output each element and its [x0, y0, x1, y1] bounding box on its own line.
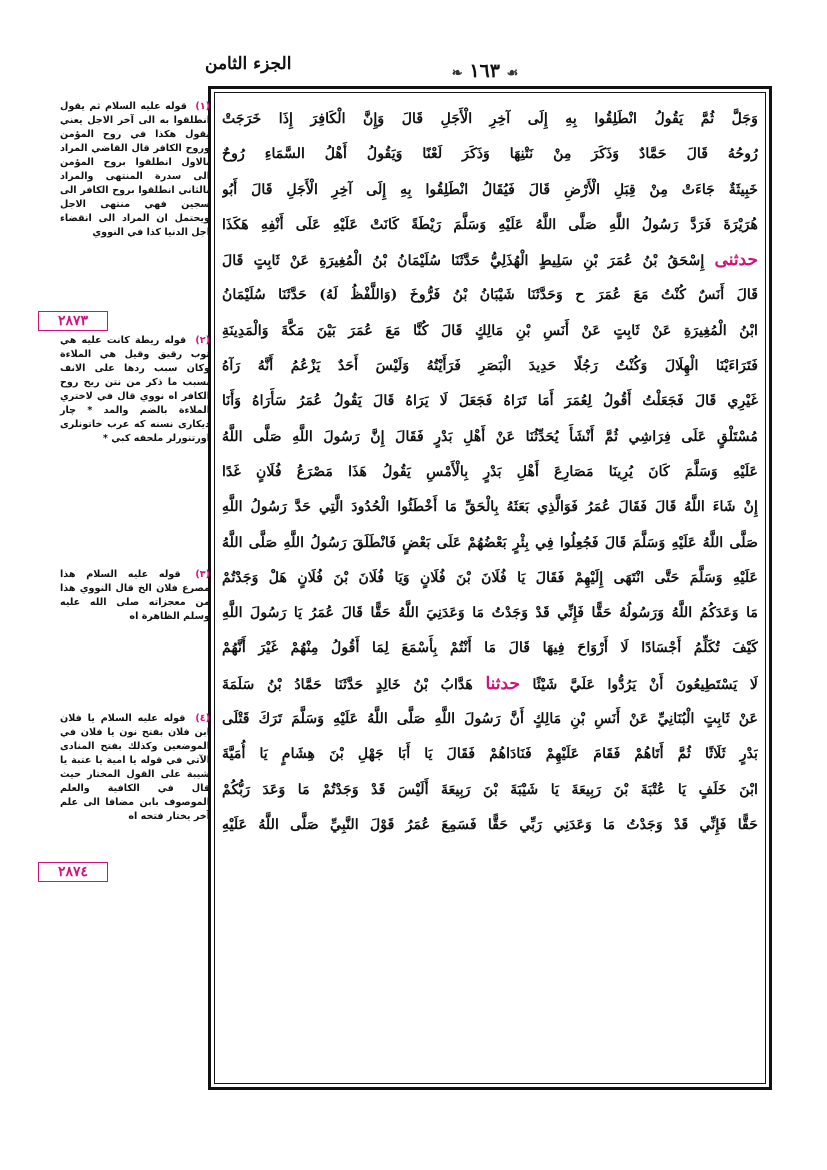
text-line: [222, 384, 758, 419]
text-line: [222, 808, 758, 843]
text-line: [222, 702, 758, 737]
text-line: [222, 420, 758, 455]
text-segment: عَلَيْهِ وَسَلَّمَ حَتَّى انْتَهَى إِلَيْهِمْ فَقَالَ يَا فُلَانَ بْنَ فُلَانٍ وَيَا فُلَانَ بْنَ فُلَانٍ هَلْ وَجَدْتُمْ: [222, 569, 758, 586]
text-segment: خَبِيثَةٌ جَاءَتْ مِنْ قِبَلِ الْأَرْضِ قَالَ فَيُقَالُ انْطَلِقُوا بِهِ إِلَى آخِرِ الْأَجَلِ قَالَ أَبُو: [222, 181, 758, 198]
text-line: [222, 137, 758, 172]
marginal-note: [60, 568, 210, 624]
note-text: قوله ريطة كانت عليه هي ثوب رقيق وقيل هي الملاءة وكان سبب ردها على الانف بسبب ما ذكر من نتن ريح روح الكافر اه نووي قال في لاختري الملاءة بالضم والمد * چار ديكارى نسنه كه عرب خاتونلرى اورتنورلر ملحفه كبي *: [60, 335, 210, 444]
text-line: [222, 278, 758, 313]
text-line: [222, 737, 758, 772]
text-segment: فَتَرَاءَيْنَا الْهِلَالَ وَكُنْتُ رَجُلًا حَدِيدَ الْبَصَرِ فَرَأَيْتُهُ وَلَيْسَ أَحَدٌ يَزْعُمُ أَنَّهُ رَآهُ: [222, 358, 758, 375]
text-line: [222, 596, 758, 631]
page-number: ١٦٣: [469, 60, 500, 82]
text-line: [222, 526, 758, 561]
text-segment: هُرَيْرَةَ فَرَدَّ رَسُولُ اللَّهِ صَلَّى اللَّهُ عَلَيْهِ وَسَلَّمَ رَيْطَةً كَانَتْ عَلَيْهِ عَلَى أَنْفِهِ هَكَذَا: [222, 216, 758, 233]
text-line: [222, 631, 758, 666]
note-text: قوله عليه السلام هذا مصرع فلان الخ قال النووي هذا من معجزاته صلى الله عليه وسلم الظاهرة اه: [60, 569, 210, 622]
narration-keyword: حدثنى: [714, 250, 758, 271]
text-segment: وَجَلَّ ثُمَّ يَقُولُ انْطَلِقُوا بِهِ إِلَى آخِرِ الْأَجَلِ قَالَ وَإِنَّ الْكَافِرَ إِذَا خَرَجَتْ: [222, 111, 758, 127]
main-text: [222, 102, 758, 843]
text-segment: عَلَيْهِ وَسَلَّمَ كَانَ يُرِينَا مَصَارِعَ أَهْلِ بَدْرٍ بِالْأَمْسِ يَقُولُ هَذَا مَصْرَعُ فُلَانٍ غَدًا: [222, 463, 758, 480]
marginal-note: [60, 712, 210, 824]
text-segment: مُسْتَلْقٍ عَلَى فِرَاشِي ثُمَّ أَنْشَأَ يُحَدِّثُنَا عَنْ أَهْلِ بَدْرٍ فَقَالَ إِنَّ رَسُولَ اللَّهِ صَلَّى اللَّهُ: [222, 428, 758, 445]
note-number: (٢): [195, 335, 210, 346]
part-title: الجزء الثامن: [205, 54, 292, 74]
note-number: (١): [195, 101, 210, 112]
marginal-note: [60, 100, 210, 240]
text-segment: كَيْفَ تُكَلِّمُ أَجْسَادًا لَا أَرْوَاحَ فِيهَا قَالَ مَا أَنْتُمْ بِأَسْمَعَ لِمَا أَقُولُ مِنْهُمْ غَيْرَ أَنَّهُمْ: [222, 640, 758, 657]
text-line: [222, 773, 758, 808]
text-line: [222, 208, 758, 243]
page-number-header: [430, 60, 540, 82]
note-text: قوله عليه السلام يا فلان ابن فلان بفتح نون يا فلان في الموضعين وكذلك بفتح المنادى الآتي في قوله يا امية يا عتبة يا شيبة على القول المختار حيث قال في الكافية والعلم الموصوف بابن مضافا الى علم آخر يختار فتحه اه: [60, 713, 210, 822]
text-segment: حَقًّا فَإِنِّي قَدْ وَجَدْتُ مَا وَعَدَنِي رَبِّي حَقًّا فَسَمِعَ عُمَرُ قَوْلَ النَّبِيِّ صَلَّى اللَّهُ عَلَيْهِ: [222, 816, 758, 833]
note-number: (٤): [195, 713, 210, 724]
text-segment: رُوحُهُ قَالَ حَمَّادٌ وَذَكَرَ مِنْ نَتْنِهَا وَذَكَرَ لَعْنًا وَيَقُولُ أَهْلُ السَّمَاءِ رُوحٌ: [222, 146, 758, 163]
text-segment: قَالَ أَنَسٌ كُنْتُ مَعَ عُمَرَ ح وَحَدَّثَنَا شَيْبَانُ بْنُ فَرُّوخَ (وَاللَّفْظُ لَهُ) حَدَّثَنَا سُلَيْمَانُ: [222, 287, 758, 304]
text-segment: إِسْحَقُ بْنُ عُمَرَ بْنِ سَلِيطٍ الْهُذَلِيُّ حَدَّثَنَا سُلَيْمَانُ بْنُ الْمُغِيرَةِ عَنْ ثَابِتٍ قَالَ: [222, 253, 715, 270]
text-line: [222, 173, 758, 208]
text-segment: ابْنُ الْمُغِيرَةِ عَنْ ثَابِتٍ عَنْ أَنَسِ بْنِ مَالِكٍ قَالَ كُنَّا مَعَ عُمَرَ بَيْنَ مَكَّةَ وَالْمَدِينَةِ: [222, 322, 758, 339]
text-line: [222, 349, 758, 384]
text-segment: لَا يَسْتَطِيعُونَ أَنْ يَرُدُّوا عَلَيَّ شَيْئًا: [519, 676, 758, 693]
marginal-note: [60, 334, 210, 446]
hadith-number-badge: ٢٨٧٤: [38, 862, 108, 882]
text-segment: غَيْرِي قَالَ فَجَعَلْتُ أَقُولُ لِعُمَرَ أَمَا تَرَاهُ فَجَعَلَ لَا يَرَاهُ قَالَ يَقُولُ عُمَرُ سَأَرَاهُ وَأَنَا: [222, 393, 758, 410]
text-line: [222, 243, 758, 278]
text-segment: بَدْرٍ ثَلَاثًا ثُمَّ أَتَاهُمْ فَقَامَ عَلَيْهِمْ فَنَادَاهُمْ فَقَالَ يَا أَبَا جَهْلِ بْنَ هِشَامٍ يَا أُمَيَّةَ: [222, 746, 758, 763]
text-line: [222, 314, 758, 349]
text-line: [222, 561, 758, 596]
text-line: [222, 667, 758, 702]
text-segment: مَا وَعَدَكُمُ اللَّهُ وَرَسُولُهُ حَقًّا فَإِنِّي قَدْ وَجَدْتُ مَا وَعَدَنِيَ اللَّهُ حَقًّا قَالَ عُمَرُ يَا رَسُولَ اللَّهِ: [222, 605, 758, 622]
narration-keyword: حدثنا: [485, 673, 520, 694]
text-line: [222, 102, 758, 137]
text-segment: عَنْ ثَابِتٍ الْبُنَانِيِّ عَنْ أَنَسِ بْنِ مَالِكٍ أَنَّ رَسُولَ اللَّهِ صَلَّى اللَّهُ عَلَيْهِ وَسَلَّمَ تَرَكَ قَتْلَى: [222, 711, 758, 728]
text-segment: هَدَّابُ بْنُ خَالِدٍ حَدَّثَنَا حَمَّادُ بْنُ سَلَمَةَ: [222, 676, 486, 693]
note-number: (٣): [195, 569, 210, 580]
note-text: قوله عليه السلام ثم يقول انطلقوا به الى آخر الاجل يعني يقول هكذا في روح المؤمن وروح الكافر قال القاضي المراد بالاول انطلقوا بروح المؤمن الى سدرة المنتهى والمراد بالثاني انطلقوا بروح الكافر الى سجين فهي منتهى الاجل ويحتمل ان المراد الى انقضاء اجل الدنيا كذا في النووي: [60, 101, 210, 238]
ornament-left-icon: ☙: [506, 66, 519, 81]
hadith-number-badge: ٢٨٧٣: [38, 311, 108, 331]
text-segment: ابْنَ خَلَفٍ يَا عُتْبَةَ بْنَ رَبِيعَةَ يَا شَيْبَةَ بْنَ رَبِيعَةَ أَلَيْسَ قَدْ وَجَدْتُمْ مَا وَعَدَ رَبُّكُمْ: [222, 781, 758, 798]
ornament-right-icon: ❧: [451, 66, 463, 81]
text-segment: صَلَّى اللَّهُ عَلَيْهِ وَسَلَّمَ قَالَ فَجُعِلُوا فِي بِئْرٍ بَعْضُهُمْ عَلَى بَعْضٍ فَانْطَلَقَ رَسُولُ اللَّهِ صَلَّى اللَّهُ: [222, 534, 758, 551]
text-line: [222, 455, 758, 490]
text-line: [222, 490, 758, 525]
text-segment: إِنْ شَاءَ اللَّهُ قَالَ فَقَالَ عُمَرُ فَوَالَّذِي بَعَثَهُ بِالْحَقِّ مَا أَخْطَئُوا الْحُدُودَ الَّتِي حَدَّ رَسُولُ اللَّهِ: [222, 499, 758, 516]
